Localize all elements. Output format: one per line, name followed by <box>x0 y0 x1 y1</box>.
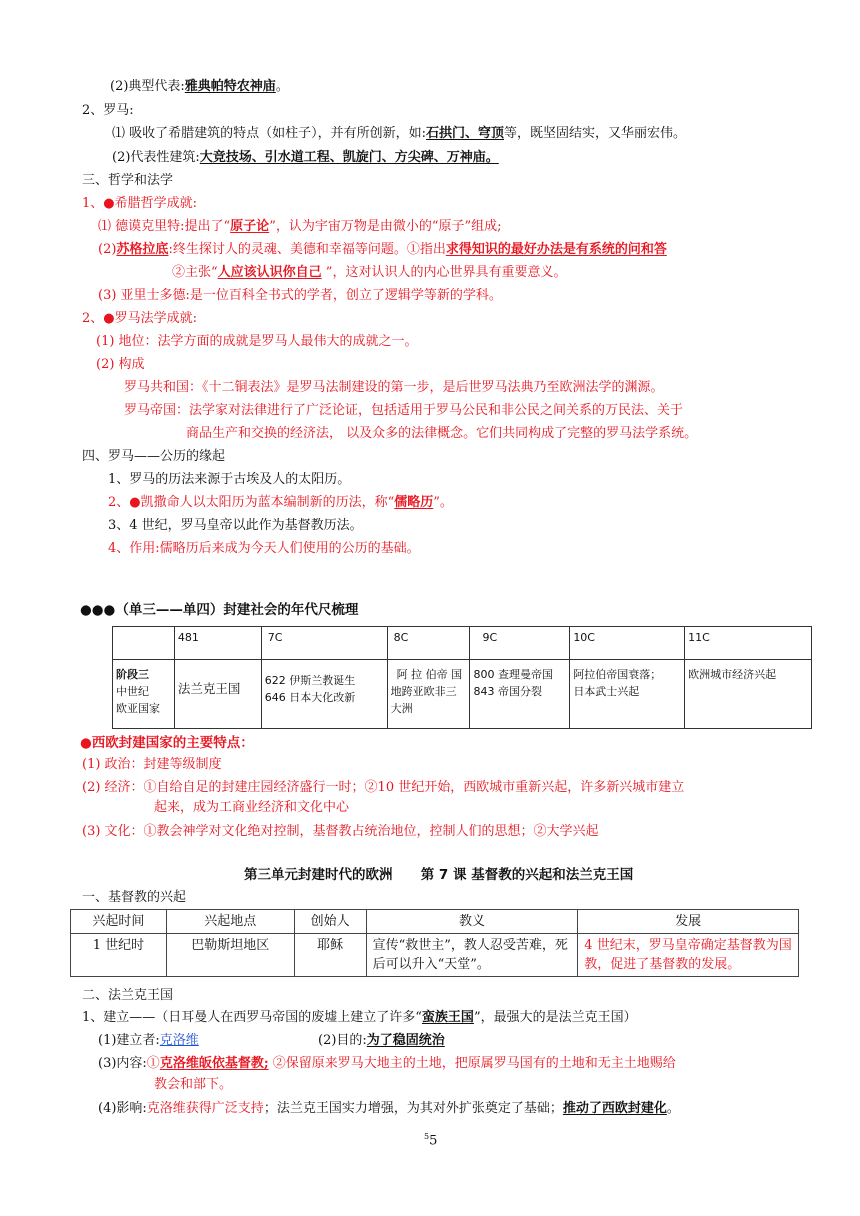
stage-period: 中世纪 <box>116 685 149 698</box>
frankish-content-2: 教会和部下。 <box>154 1077 233 1092</box>
timeline-stage-cell <box>113 660 175 729</box>
frankish-section-title: 二、法兰克王国 <box>82 988 174 1003</box>
philosophy-section-title: 三、哲学和法学 <box>82 173 174 188</box>
timeline-header-cell: 9C <box>470 627 570 660</box>
clovis-link[interactable]: 克洛维 <box>159 1033 199 1048</box>
christianity-header-cell: 教义 <box>366 910 578 934</box>
greek-philosophy-title: 1、●希腊哲学成就: <box>82 196 197 211</box>
christianity-doctrine: 宣传“救世主”，教人忍受苦难，死后可以升入“天堂”。 <box>366 934 578 977</box>
frankish-impact: (4)影响:克洛维获得广泛支持；法兰克王国实力增强，为其对外扩张奠定了基础；推动了西欧封建化。 <box>98 1101 680 1116</box>
christianity-header-cell: 兴起时间 <box>71 910 167 934</box>
christianity-header-cell: 发展 <box>578 910 799 934</box>
calendar-line-1: 1、罗马的历法来源于古埃及人的太阳历。 <box>108 472 351 487</box>
lesson7-heading: 第三单元封建时代的欧洲 第 7 课 基督教的兴起和法兰克王国 <box>244 867 634 883</box>
timeline-data-row <box>113 660 812 729</box>
frankish-establishment: 1、建立——（日耳曼人在西罗马帝国的废墟上建立了许多“蛮族王国”，最强大的是法兰克王国） <box>82 1010 637 1025</box>
socrates-line-2: ②主张“人应该认识你自己 ”，这对认识人的内心世界具有重要意义。 <box>172 265 567 280</box>
calendar-section-title: 四、罗马——公历的缘起 <box>82 449 226 464</box>
roman-law-title: 2、●罗马法学成就: <box>82 311 197 326</box>
christianity-table <box>70 909 799 977</box>
calendar-line-3: 3、4 世纪，罗马皇帝以此作为基督教历法。 <box>108 518 363 533</box>
christianity-time: 1 世纪时 <box>71 934 167 977</box>
christianity-development: 4 世纪末，罗马皇帝确定基督教为国教，促进了基督教的发展。 <box>578 934 799 977</box>
features-culture: (3) 文化：①教会神学对文化绝对控制，基督教占统治地位，控制人们的思想；②大学兴起 <box>82 824 599 839</box>
roman-law-status: (1) 地位：法学方面的成就是罗马人最伟大的成就之一。 <box>96 334 418 349</box>
timeline-cell: 622 伊斯兰教诞生 646 日本大化改新 <box>261 660 387 729</box>
features-economy: (2) 经济：①自给自足的封建庄园经济盛行一时；②10 世纪开始，西欧城市重新兴起，许多新兴城市建立 <box>82 780 685 795</box>
timeline-header-cell: 10C <box>570 627 685 660</box>
christianity-place: 巴勒斯坦地区 <box>166 934 294 977</box>
timeline-header-cell: 11C <box>685 627 812 660</box>
timeline-header-cell: 481 <box>174 627 261 660</box>
timeline-header-cell: 7C <box>261 627 387 660</box>
frankish-content: (3)内容:①克洛维皈依基督教; ②保留原来罗马大地主的土地，把原属罗马国有的土地和无主土地赐给 <box>98 1056 676 1071</box>
calendar-line-4: 4、作用:儒略历后来成为今天人们使用的公历的基础。 <box>108 541 420 556</box>
timeline-header-cell: 8C <box>387 627 470 660</box>
timeline-heading: ●●●（单三——单四）封建社会的年代尺梳理 <box>80 602 359 618</box>
timeline-cell: 法兰克王国 <box>174 660 261 729</box>
roman-law-composition: (2) 构成 <box>96 357 145 372</box>
socrates-line: (2)苏格拉底:终生探讨人的灵魂、美德和幸福等问题。①指出求得知识的最好办法是有系统的问和答 <box>98 242 667 257</box>
frankish-founder: (1)建立者:克洛维 <box>98 1033 199 1048</box>
timeline-header-cell <box>113 627 175 660</box>
rome-arch-title: 2、罗马: <box>82 103 134 118</box>
features-economy-2: 起来，成为工商业经济和文化中心 <box>154 800 350 815</box>
christianity-header-cell: 兴起地点 <box>166 910 294 934</box>
timeline-header-row <box>113 627 812 660</box>
roman-empire-law: 罗马帝国：法学家对法律进行了广泛论证，包括适用于罗马公民和非公民之间关系的万民法、关于 <box>124 403 684 418</box>
aristotle-line: (3) 亚里士多德:是一位百科全书式的学者，创立了逻辑学等新的学科。 <box>98 288 502 303</box>
greece-arch-representative: (2)典型代表:雅典帕特农神庙。 <box>110 79 289 94</box>
timeline-cell: 阿 拉 伯帝 国 地跨亚欧非三 大洲 <box>387 660 470 729</box>
christianity-header-cell: 创始人 <box>294 910 366 934</box>
roman-republic-law: 罗马共和国：《十二铜表法》是罗马法制建设的第一步，是后世罗马法典乃至欧洲法学的渊源。 <box>124 380 664 395</box>
timeline-table <box>112 626 812 729</box>
christianity-founder: 耶稣 <box>294 934 366 977</box>
democritus-line: ⑴ 德谟克里特:提出了“原子论”，认为宇宙万物是由微小的“原子”组成; <box>98 219 502 234</box>
timeline-cell: 800 查理曼帝国 843 帝国分裂 <box>470 660 570 729</box>
rome-arch-buildings: (2)代表性建筑:大竞技场、引水道工程、凯旋门、方尖碑、万神庙。 <box>112 150 499 165</box>
page-number: $^5$5 <box>424 1132 438 1149</box>
stage-region: 欧亚国家 <box>116 702 160 715</box>
christianity-header-row <box>71 910 799 934</box>
timeline-cell: 阿拉伯帝国衰落； 日本武士兴起 <box>570 660 685 729</box>
christianity-data-row <box>71 934 799 977</box>
christianity-section-title: 一、基督教的兴起 <box>82 890 187 905</box>
features-politics: (1) 政治：封建等级制度 <box>82 757 222 772</box>
features-title: ●西欧封建国家的主要特点： <box>80 735 254 751</box>
calendar-line-2: 2、●凯撒命人以太阳历为蓝本编制新的历法，称“儒略历”。 <box>108 495 453 510</box>
stage-label: 阶段三 <box>116 668 149 681</box>
frankish-purpose: (2)目的:为了稳固统治 <box>318 1033 445 1048</box>
roman-empire-law-2: 商品生产和交换的经济法， 以及众多的法律概念。它们共同构成了完整的罗马法学系统。 <box>186 426 698 441</box>
rome-arch-features: ⑴ 吸收了希腊建筑的特点（如柱子），并有所创新，如:石拱门、穹顶等，既坚固结实，又华丽宏伟。 <box>112 126 687 141</box>
timeline-cell: 欧洲城市经济兴起 <box>685 660 812 729</box>
